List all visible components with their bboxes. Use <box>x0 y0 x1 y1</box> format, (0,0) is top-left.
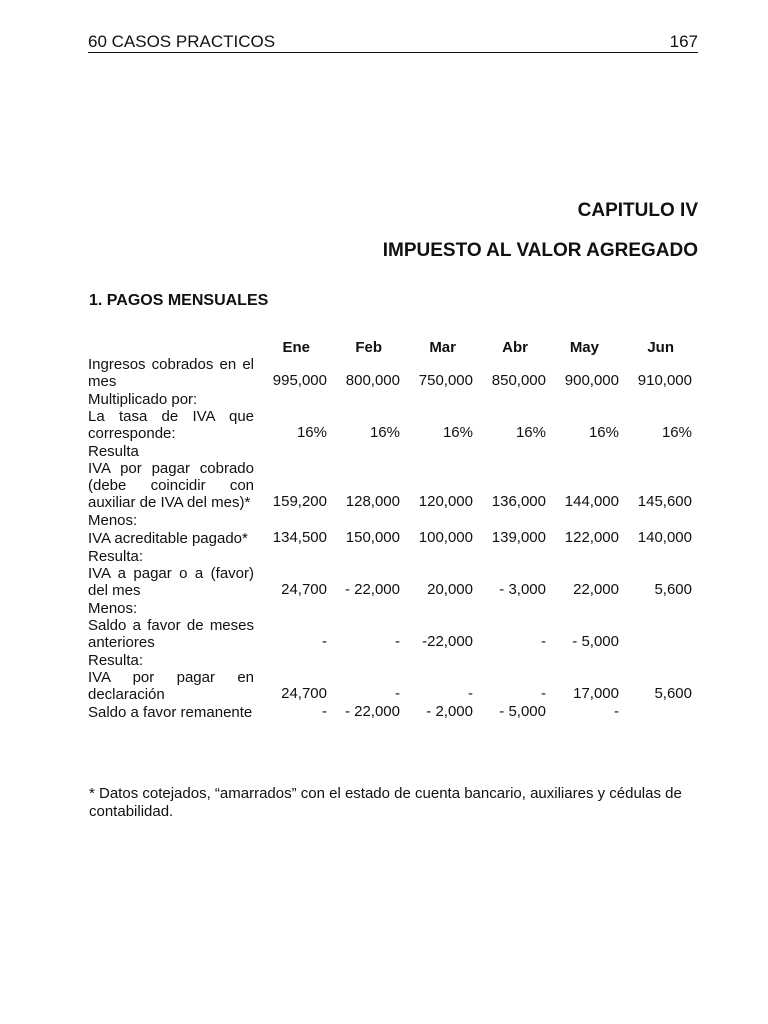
cell-value <box>254 511 327 529</box>
cell-value: 16% <box>296 424 327 441</box>
table-row <box>88 442 692 460</box>
cell-value <box>473 511 546 529</box>
table-row <box>88 669 692 703</box>
cell-value: 24,700 <box>281 685 327 702</box>
cell-value: 122,000 <box>564 529 619 546</box>
cell-value <box>619 442 692 460</box>
table-row <box>88 617 692 651</box>
cell-value <box>546 599 619 617</box>
cell-value: 910,000 <box>637 372 692 389</box>
cell-value <box>327 390 400 408</box>
cell-value: 139,000 <box>491 529 546 546</box>
row-label: Multiplicado por: <box>88 391 198 408</box>
cell-value <box>327 511 400 529</box>
row-label: Resulta: <box>88 652 144 669</box>
chapter-title: IMPUESTO AL VALOR AGREGADO <box>382 240 698 261</box>
cell-value: 144,000 <box>564 493 619 510</box>
table-row <box>88 511 692 529</box>
row-label: Resulta <box>88 443 139 460</box>
cell-value: 120,000 <box>418 493 473 510</box>
row-label: Saldo a favor de meses anteriores <box>88 617 254 651</box>
cell-value: 17,000 <box>573 685 619 702</box>
cell-value: - <box>614 703 619 720</box>
running-header <box>88 32 698 53</box>
cell-value <box>400 547 473 565</box>
cell-value <box>254 442 327 460</box>
cell-value <box>400 599 473 617</box>
cell-value <box>546 442 619 460</box>
cell-value <box>473 651 546 669</box>
cell-value <box>619 511 692 529</box>
cell-value: 20,000 <box>427 581 473 598</box>
cell-value <box>546 651 619 669</box>
cell-value: 140,000 <box>637 529 692 546</box>
cell-value: 16% <box>515 424 546 441</box>
row-label: IVA a pagar o a (favor) del mes <box>88 565 254 599</box>
cell-value: - 22,000 <box>344 581 400 598</box>
footnote: * Datos cotejados, “amarrados” con el estado de cuenta bancario, auxiliares y cédulas de contabilidad. <box>89 785 682 820</box>
table-row <box>88 408 692 442</box>
col-header: May <box>569 339 599 356</box>
cell-value <box>619 599 692 617</box>
cell-value: 750,000 <box>418 372 473 389</box>
cell-value: - <box>322 703 327 720</box>
cell-value: -22,000 <box>422 633 473 650</box>
table-row <box>88 390 692 408</box>
col-header: Feb <box>355 339 382 356</box>
cell-value: 22,000 <box>573 581 619 598</box>
cell-value <box>254 547 327 565</box>
cell-value <box>619 703 692 721</box>
cell-value: 159,200 <box>272 493 327 510</box>
cell-value <box>619 617 692 651</box>
col-header: Abr <box>502 339 528 356</box>
cell-value: 150,000 <box>345 529 400 546</box>
cell-value <box>546 547 619 565</box>
cell-value <box>546 511 619 529</box>
row-label: IVA por pagar cobrado (debe coincidir con auxiliar de IVA del mes)* <box>88 460 254 511</box>
cell-value: 136,000 <box>491 493 546 510</box>
header-label-cell <box>88 330 254 356</box>
cell-value <box>546 390 619 408</box>
col-header: Jun <box>647 339 674 356</box>
cell-value <box>400 442 473 460</box>
row-label: IVA por pagar en declaración <box>88 669 254 703</box>
cell-value <box>254 390 327 408</box>
cell-value <box>619 651 692 669</box>
cell-value: 5,600 <box>654 581 692 598</box>
cell-value: 145,600 <box>637 493 692 510</box>
cell-value: - <box>468 685 473 702</box>
cell-value <box>473 390 546 408</box>
row-label: Resulta: <box>88 548 144 565</box>
cell-value: 16% <box>369 424 400 441</box>
table-row <box>88 547 692 565</box>
cell-value <box>400 511 473 529</box>
row-label: La tasa de IVA que corresponde: <box>88 408 254 442</box>
cell-value <box>327 547 400 565</box>
cell-value: 995,000 <box>272 372 327 389</box>
cell-value: - 5,000 <box>572 633 619 650</box>
cell-value: - <box>541 685 546 702</box>
cell-value <box>327 651 400 669</box>
table-row <box>88 460 692 511</box>
cell-value <box>473 442 546 460</box>
row-label: IVA acreditable pagado* <box>88 530 248 547</box>
cell-value <box>619 547 692 565</box>
cell-value <box>327 599 400 617</box>
cell-value: 16% <box>588 424 619 441</box>
cell-value <box>254 651 327 669</box>
cell-value: - 2,000 <box>426 703 473 720</box>
cell-value: 100,000 <box>418 529 473 546</box>
cell-value <box>400 651 473 669</box>
chapter-number: CAPITULO IV <box>577 200 698 221</box>
cell-value: 900,000 <box>564 372 619 389</box>
cell-value: - 22,000 <box>344 703 400 720</box>
cell-value: - 5,000 <box>499 703 546 720</box>
page-number: 167 <box>669 32 698 51</box>
table-header-row <box>88 330 692 356</box>
cell-value <box>327 442 400 460</box>
cell-value: - <box>395 633 400 650</box>
table-row <box>88 651 692 669</box>
cell-value <box>254 599 327 617</box>
cell-value: 128,000 <box>345 493 400 510</box>
cell-value <box>473 547 546 565</box>
cell-value: - <box>395 685 400 702</box>
row-label: Menos: <box>88 600 138 617</box>
table-row <box>88 703 692 721</box>
row-label: Saldo a favor remanente <box>88 704 253 721</box>
cell-value: - <box>322 633 327 650</box>
table-row <box>88 356 692 390</box>
cell-value: 5,600 <box>654 685 692 702</box>
cell-value <box>400 390 473 408</box>
cell-value: 134,500 <box>272 529 327 546</box>
cell-value: 16% <box>442 424 473 441</box>
section-title: 1. PAGOS MENSUALES <box>89 292 269 309</box>
table-row <box>88 565 692 599</box>
monthly-payments-table <box>88 330 692 721</box>
cell-value: 16% <box>661 424 692 441</box>
table-row <box>88 529 692 547</box>
cell-value: 850,000 <box>491 372 546 389</box>
row-label: Ingresos cobrados en el mes <box>88 356 254 390</box>
cell-value <box>473 599 546 617</box>
cell-value <box>619 390 692 408</box>
row-label: Menos: <box>88 512 138 529</box>
cell-value: 800,000 <box>345 372 400 389</box>
col-header: Ene <box>282 339 310 356</box>
cell-value: - 3,000 <box>499 581 546 598</box>
col-header: Mar <box>429 339 456 356</box>
cell-value: - <box>541 633 546 650</box>
header-title: 60 CASOS PRACTICOS <box>88 32 276 51</box>
table-row <box>88 599 692 617</box>
cell-value: 24,700 <box>281 581 327 598</box>
